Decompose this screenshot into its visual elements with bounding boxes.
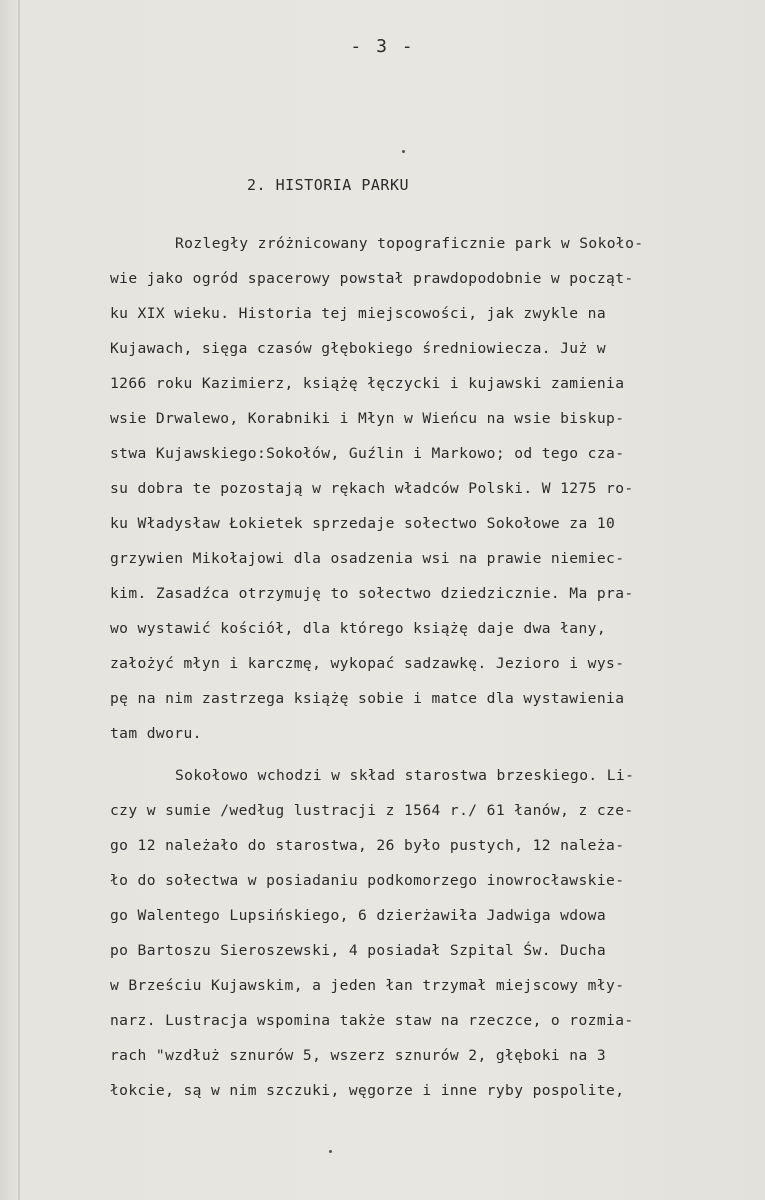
section-title: 2. HISTORIA PARKU (247, 176, 410, 194)
text-line: czy w sumie /według lustracji z 1564 r./ 61 łanów, z cze- (110, 802, 634, 819)
text-line: łokcie, są w nim szczuki, węgorze i inne ryby pospolite, (110, 1082, 625, 1099)
text-line: ło do sołectwa w posiadaniu podkomorzego inowrocławskie- (110, 872, 625, 889)
text-line: narz. Lustracja wspomina także staw na rzeczce, o rozmia- (110, 1012, 634, 1029)
text-line: pę na nim zastrzega książę sobie i matce dla wystawienia (110, 690, 625, 707)
text-line: Kujawach, sięga czasów głębokiego średniowiecza. Już w (110, 340, 607, 357)
text-line: w Brześciu Kujawskim, a jeden łan trzymał miejscowy mły- (110, 977, 625, 994)
text-line: ku Władysław Łokietek sprzedaje sołectwo Sokołowe za 10 (110, 515, 616, 532)
paper-speck (402, 150, 405, 153)
text-line: wsie Drwalewo, Korabniki i Młyn w Wieńcu na wsie biskup- (110, 410, 625, 427)
paragraph-history-1 (110, 226, 730, 751)
text-line: Sokołowo wchodzi w skład starostwa brzeskiego. Li- (175, 767, 635, 784)
text-line: 1266 roku Kazimierz, książę łęczycki i kujawski zamienia (110, 375, 625, 392)
text-line: grzywien Mikołajowi dla osadzenia wsi na prawie niemiec- (110, 550, 625, 567)
page-edge-shadow (18, 0, 20, 1200)
text-line: tam dworu. (110, 725, 202, 742)
text-line: wo wystawić kościół, dla którego książę daje dwa łany, (110, 620, 607, 637)
text-line: Rozległy zróżnicowany topograficznie park w Sokoło- (175, 235, 644, 252)
paragraph-history-2 (110, 758, 730, 1108)
text-line: go 12 należało do starostwa, 26 było pustych, 12 należa- (110, 837, 625, 854)
page-number: - 3 - (350, 36, 415, 57)
text-line: su dobra te pozostają w rękach władców Polski. W 1275 ro- (110, 480, 634, 497)
paper-speck (329, 1150, 332, 1153)
text-line: rach "wzdłuż sznurów 5, wszerz sznurów 2, głęboki na 3 (110, 1047, 607, 1064)
text-line: założyć młyn i karczmę, wykopać sadzawkę. Jezioro i wys- (110, 655, 625, 672)
text-line: go Walentego Lupsińskiego, 6 dzierżawiła Jadwiga wdowa (110, 907, 607, 924)
text-line: wie jako ogród spacerowy powstał prawdopodobnie w począt- (110, 270, 634, 287)
text-line: stwa Kujawskiego:Sokołów, Guźlin i Markowo; od tego cza- (110, 445, 625, 462)
text-line: ku XIX wieku. Historia tej miejscowości, jak zwykle na (110, 305, 607, 322)
text-line: po Bartoszu Sieroszewski, 4 posiadał Szpital Św. Ducha (110, 942, 607, 959)
text-line: kim. Zasadźca otrzymuję to sołectwo dziedzicznie. Ma pra- (110, 585, 634, 602)
